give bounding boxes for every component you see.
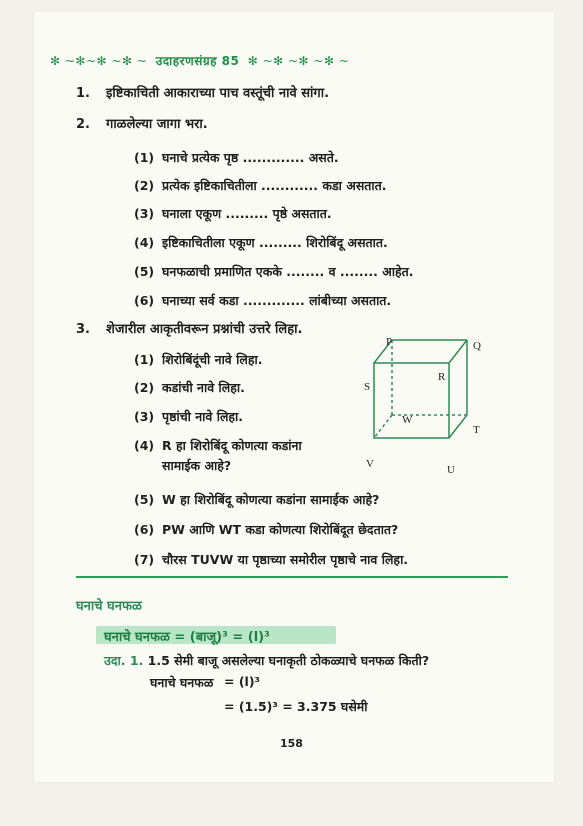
cube-figure xyxy=(352,335,502,475)
list-item xyxy=(134,522,398,538)
volume-formula: घनाचे घनफळ = (बाजू)³ = (l)³ xyxy=(104,630,270,645)
vertex-label-w: W xyxy=(402,414,413,426)
item-number: (4) xyxy=(134,438,155,453)
item-text: प्रत्येक इष्टिकाचितीला ............ कडा असतात. xyxy=(162,178,387,193)
example-step-1: = (l)³ xyxy=(224,674,261,689)
list-item xyxy=(134,552,408,568)
list-item xyxy=(134,293,391,309)
vertex-label-u: U xyxy=(447,464,455,475)
example-label: उदा. 1. xyxy=(104,653,144,668)
section-divider xyxy=(76,576,508,578)
question-text: शेजारील आकृतीवरून प्रश्नांची उत्तरे लिहा. xyxy=(106,322,303,337)
item-text: घनाचे प्रत्येक पृष्ठ ............. असते. xyxy=(162,150,339,165)
item-text: चौरस TUVW या पृष्ठाच्या समोरील पृष्ठाचे नाव लिहा. xyxy=(162,552,409,567)
list-item xyxy=(134,380,245,396)
question-3 xyxy=(76,322,302,338)
header-decoration-right: ✻ ~✻ ~✻ ~✻ ~ xyxy=(247,54,350,68)
vertex-label-r: R xyxy=(438,371,446,383)
question-1 xyxy=(76,86,329,102)
exercise-header xyxy=(50,52,540,69)
list-item xyxy=(134,206,332,222)
item-number: (3) xyxy=(134,409,155,424)
question-text: इष्टिकाचिती आकाराच्या पाच वस्तूंची नावे सांगा. xyxy=(106,86,330,101)
item-number: (3) xyxy=(134,206,155,221)
list-item xyxy=(134,264,414,280)
item-number: (7) xyxy=(134,552,155,567)
exercise-title: उदाहरणसंग्रह 85 xyxy=(155,54,240,68)
example-1 xyxy=(104,652,429,669)
item-text: घनाला एकूण ......... पृष्ठे असतात. xyxy=(162,206,332,221)
list-item-continuation xyxy=(162,458,231,474)
item-text: W हा शिरोबिंदू कोणत्या कडांना सामाईक आहे? xyxy=(162,492,380,507)
vertex-label-s: S xyxy=(364,381,371,393)
item-number: (6) xyxy=(134,522,155,537)
question-number: 1. xyxy=(76,86,90,101)
example-step-label: घनाचे घनफळ xyxy=(150,675,214,690)
section-heading: घनाचे घनफळ xyxy=(76,599,142,614)
example-question: 1.5 सेमी बाजू असलेल्या घनाकृती ठोकळ्याचे घनफळ किती? xyxy=(147,653,430,668)
item-text: कडांची नावे लिहा. xyxy=(162,380,245,395)
item-text: इष्टिकाचितीला एकूण ......... शिरोबिंदू असतात. xyxy=(162,235,388,250)
question-2 xyxy=(76,117,208,133)
list-item xyxy=(134,438,302,454)
item-number: (1) xyxy=(134,150,155,165)
question-number: 2. xyxy=(76,117,90,132)
item-number: (2) xyxy=(134,380,155,395)
item-number: (5) xyxy=(134,492,155,507)
item-text: R हा शिरोबिंदू कोणत्या कडांना xyxy=(162,438,302,453)
item-text: सामाईक आहे? xyxy=(162,458,232,473)
list-item xyxy=(134,150,339,166)
item-text: शिरोबिंदूंची नावे लिहा. xyxy=(162,352,263,367)
vertex-label-v: V xyxy=(366,458,374,470)
item-text: घनफळाची प्रमाणित एकके ........ व ........ आहेत. xyxy=(162,264,414,279)
item-number: (6) xyxy=(134,293,155,308)
question-number: 3. xyxy=(76,322,90,337)
list-item xyxy=(134,235,388,251)
question-text: गाळलेल्या जागा भरा. xyxy=(106,117,208,132)
list-item xyxy=(134,178,387,194)
example-step-2: = (1.5)³ = 3.375 घसेमी xyxy=(224,699,368,714)
item-number: (4) xyxy=(134,235,155,250)
page-number: 158 xyxy=(280,737,303,750)
list-item xyxy=(134,492,379,508)
vertex-label-p: P xyxy=(386,336,393,348)
item-number: (5) xyxy=(134,264,155,279)
item-number: (1) xyxy=(134,352,155,367)
vertex-label-t: T xyxy=(473,424,480,436)
item-number: (2) xyxy=(134,178,155,193)
item-text: PW आणि WT कडा कोणत्या शिरोबिंदूत छेदतात? xyxy=(162,522,399,537)
header-decoration-left: ✻ ~✻~✻ ~✻ ~ xyxy=(50,54,148,68)
item-text: पृष्ठांची नावे लिहा. xyxy=(162,409,244,424)
vertex-label-q: Q xyxy=(473,340,481,352)
list-item xyxy=(134,352,262,368)
item-text: घनाच्या सर्व कडा ............. लांबीच्या असतात. xyxy=(162,293,392,308)
list-item xyxy=(134,409,243,425)
